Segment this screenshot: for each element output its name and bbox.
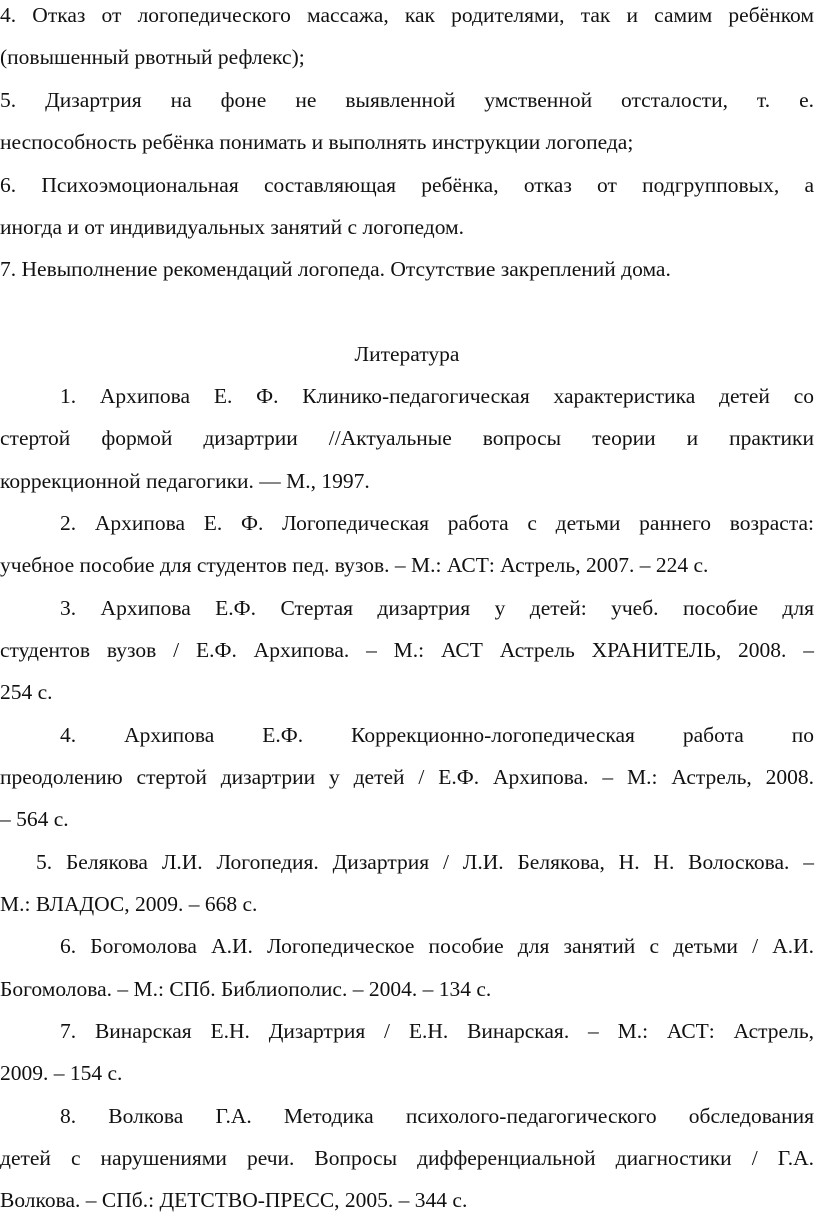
reference-3-line-3: 254 с. (0, 680, 53, 704)
reference-7-line-2: 2009. – 154 с. (0, 1061, 123, 1085)
reference-1-line-1: 1. Архипова Е. Ф. Клинико-педагогическая характеристика детей со (60, 384, 814, 408)
reference-8-line-1: 8. Волкова Г.А. Методика психолого-педагогического обследования (60, 1104, 814, 1128)
list-item-6-line-1: 6. Психоэмоциональная составляющая ребёнка, отказ от подгрупповых, а (0, 173, 814, 197)
reference-6-line-1: 6. Богомолова А.И. Логопедическое пособие для занятий с детьми / А.И. (60, 934, 814, 958)
reference-5-line-1: 5. Белякова Л.И. Логопедия. Дизартрия / Л.И. Белякова, Н. Н. Волоскова. – (36, 850, 814, 874)
reference-2-line-2: учебное пособие для студентов пед. вузов. – М.: АСТ: Астрель, 2007. – 224 с. (0, 553, 709, 577)
reference-7-line-1: 7. Винарская Е.Н. Дизартрия / Е.Н. Винарская. – М.: АСТ: Астрель, (60, 1019, 814, 1043)
reference-2-line-1: 2. Архипова Е. Ф. Логопедическая работа с детьми раннего возраста: (60, 511, 814, 535)
reference-8-line-2: детей с нарушениями речи. Вопросы дифференциальной диагностики / Г.А. (0, 1146, 814, 1170)
reference-1-line-3: коррекционной педагогики. — М., 1997. (0, 469, 370, 493)
references-heading: Литература (354, 342, 460, 366)
list-item-4-line-1: 4. Отказ от логопедического массажа, как родителями, так и самим ребёнком (0, 3, 814, 27)
reference-3-line-1: 3. Архипова Е.Ф. Стертая дизартрия у детей: учеб. пособие для (60, 596, 814, 620)
reference-4-line-3: – 564 с. (0, 807, 69, 831)
reference-4-line-1: 4. Архипова Е.Ф. Коррекционно-логопедическая работа по (60, 723, 814, 747)
reference-6-line-2: Богомолова. – М.: СПб. Библиополис. – 2004. – 134 с. (0, 977, 492, 1001)
list-item-5-line-2: неспособность ребёнка понимать и выполнять инструкции логопеда; (0, 130, 634, 154)
list-item-5-line-1: 5. Дизартрия на фоне не выявленной умственной отсталости, т. е. (0, 88, 814, 112)
reference-8-line-3: Волкова. – СПб.: ДЕТСТВО-ПРЕСС, 2005. – 344 с. (0, 1188, 468, 1212)
list-item-7-line-1: 7. Невыполнение рекомендаций логопеда. Отсутствие закреплений дома. (0, 257, 671, 281)
reference-5-line-2: М.: ВЛАДОС, 2009. – 668 с. (0, 892, 258, 916)
list-item-6-line-2: иногда и от индивидуальных занятий с логопедом. (0, 215, 465, 239)
list-item-4-line-2: (повышенный рвотный рефлекс); (0, 45, 305, 69)
reference-4-line-2: преодолению стертой дизартрии у детей / Е.Ф. Архипова. – М.: Астрель, 2008. (0, 765, 814, 789)
reference-3-line-2: студентов вузов / Е.Ф. Архипова. – М.: АСТ Астрель ХРАНИТЕЛЬ, 2008. – (0, 638, 814, 662)
reference-1-line-2: стертой формой дизартрии //Актуальные вопросы теории и практики (0, 426, 814, 450)
